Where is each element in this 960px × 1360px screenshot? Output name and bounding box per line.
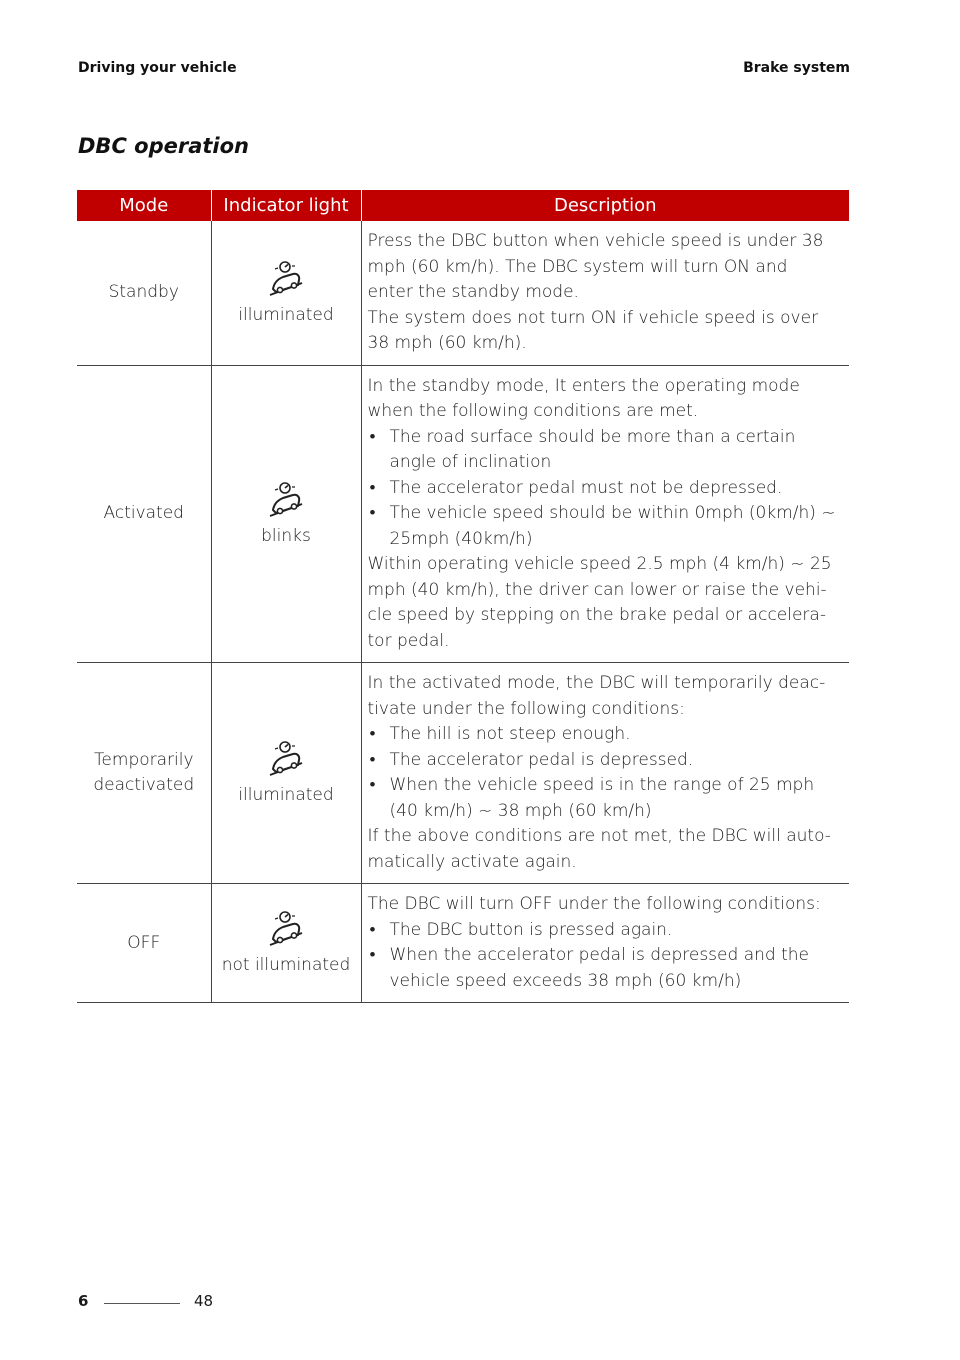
bullet-item bbox=[368, 773, 846, 824]
description-line: Press the DBC button when vehicle speed is under 38 bbox=[367, 231, 824, 251]
description-line: In the standby mode, It enters the operating mode bbox=[367, 375, 800, 396]
mode-label: Standby bbox=[108, 282, 179, 303]
bullet-item bbox=[368, 476, 846, 502]
description-line: In the activated mode, the DBC will temporarily deac- bbox=[367, 673, 826, 693]
dbc-operation-table bbox=[77, 190, 849, 1003]
description-line: matically activate again. bbox=[367, 851, 577, 872]
mode-cell bbox=[77, 884, 211, 1003]
mode-label: deactivated bbox=[93, 775, 195, 795]
column-header-description: Description bbox=[361, 190, 849, 221]
bullet-item bbox=[368, 918, 846, 944]
footer-divider bbox=[104, 1303, 180, 1304]
table-row bbox=[77, 365, 849, 663]
indicator-cell bbox=[211, 884, 361, 1003]
bullet-line: vehicle speed exceeds 38 mph (60 km/h) bbox=[389, 970, 742, 991]
indicator-cell bbox=[211, 663, 361, 884]
indicator-cell bbox=[211, 365, 361, 663]
description-line: If the above conditions are not met, the DBC will auto- bbox=[367, 826, 831, 846]
running-header-left: Driving your vehicle bbox=[78, 60, 237, 76]
description-line: tivate under the following conditions: bbox=[367, 698, 685, 719]
indicator-cell bbox=[211, 221, 361, 365]
bullet-item bbox=[368, 943, 846, 994]
description-cell bbox=[361, 365, 849, 663]
description-cell bbox=[361, 221, 849, 365]
description-line: enter the standby mode. bbox=[367, 282, 579, 302]
column-header-mode: Mode bbox=[77, 190, 211, 221]
mode-cell bbox=[77, 365, 211, 663]
bullet-line: • The accelerator pedal must not be depressed. bbox=[389, 477, 783, 498]
description-cell bbox=[361, 884, 849, 1003]
description-line: when the following conditions are met. bbox=[367, 401, 699, 421]
table-row bbox=[77, 221, 849, 365]
description-line: The DBC will turn OFF under the following conditions: bbox=[367, 894, 821, 914]
mode-label: Temporarily bbox=[93, 750, 194, 770]
bullet-line: 25mph (40km/h) bbox=[389, 528, 533, 549]
indicator-state: not illuminated bbox=[221, 955, 351, 975]
dbc-indicator-icon bbox=[266, 482, 306, 520]
description-cell bbox=[361, 663, 849, 884]
running-header-right: Brake system bbox=[743, 60, 850, 76]
table-row bbox=[77, 663, 849, 884]
description-line: The system does not turn ON if vehicle speed is over bbox=[367, 307, 819, 328]
bullet-line: • The road surface should be more than a certain bbox=[389, 426, 796, 447]
indicator-state: blinks bbox=[261, 525, 311, 546]
bullet-item bbox=[368, 722, 846, 748]
bullet-line: • The accelerator pedal is depressed. bbox=[389, 749, 694, 770]
table-header-row bbox=[77, 190, 849, 221]
indicator-state: illuminated bbox=[238, 304, 334, 325]
bullet-item bbox=[368, 748, 846, 774]
description-line: Within operating vehicle speed 2.5 mph (4 km/h) ~ 25 bbox=[367, 554, 832, 574]
table-row bbox=[77, 884, 849, 1003]
dbc-indicator-icon bbox=[266, 911, 306, 949]
page-number: 48 bbox=[194, 1292, 214, 1310]
bullet-line: • The hill is not steep enough. bbox=[389, 724, 631, 744]
bullet-line: angle of inclination bbox=[389, 452, 552, 472]
bullet-line: • The vehicle speed should be within 0mph (0km/h) ~ bbox=[389, 503, 836, 523]
section-title: DBC operation bbox=[78, 134, 250, 158]
bullet-line: • When the accelerator pedal is depressed and the bbox=[389, 945, 809, 965]
mode-label: OFF bbox=[127, 932, 161, 953]
mode-cell bbox=[77, 221, 211, 365]
description-line: mph (60 km/h). The DBC system will turn ON and bbox=[367, 256, 788, 277]
description-line: cle speed by stepping on the brake pedal or accelera- bbox=[367, 605, 826, 625]
bullet-line: • When the vehicle speed is in the range of 25 mph bbox=[389, 775, 815, 795]
bullet-item bbox=[368, 501, 846, 552]
mode-label: Activated bbox=[103, 503, 184, 524]
description-line: 38 mph (60 km/h). bbox=[367, 333, 527, 353]
dbc-indicator-icon bbox=[266, 261, 306, 299]
bullet-item bbox=[368, 425, 846, 476]
indicator-state: illuminated bbox=[238, 785, 334, 805]
description-line: mph (40 km/h), the driver can lower or raise the vehi- bbox=[367, 579, 827, 600]
bullet-line: (40 km/h) ~ 38 mph (60 km/h) bbox=[389, 800, 652, 821]
dbc-indicator-icon bbox=[266, 741, 306, 779]
chapter-number: 6 bbox=[78, 1292, 89, 1310]
column-header-indicator: Indicator light bbox=[211, 190, 361, 221]
description-line: tor pedal. bbox=[367, 630, 450, 651]
mode-cell bbox=[77, 663, 211, 884]
bullet-line: • The DBC button is pressed again. bbox=[389, 919, 673, 940]
